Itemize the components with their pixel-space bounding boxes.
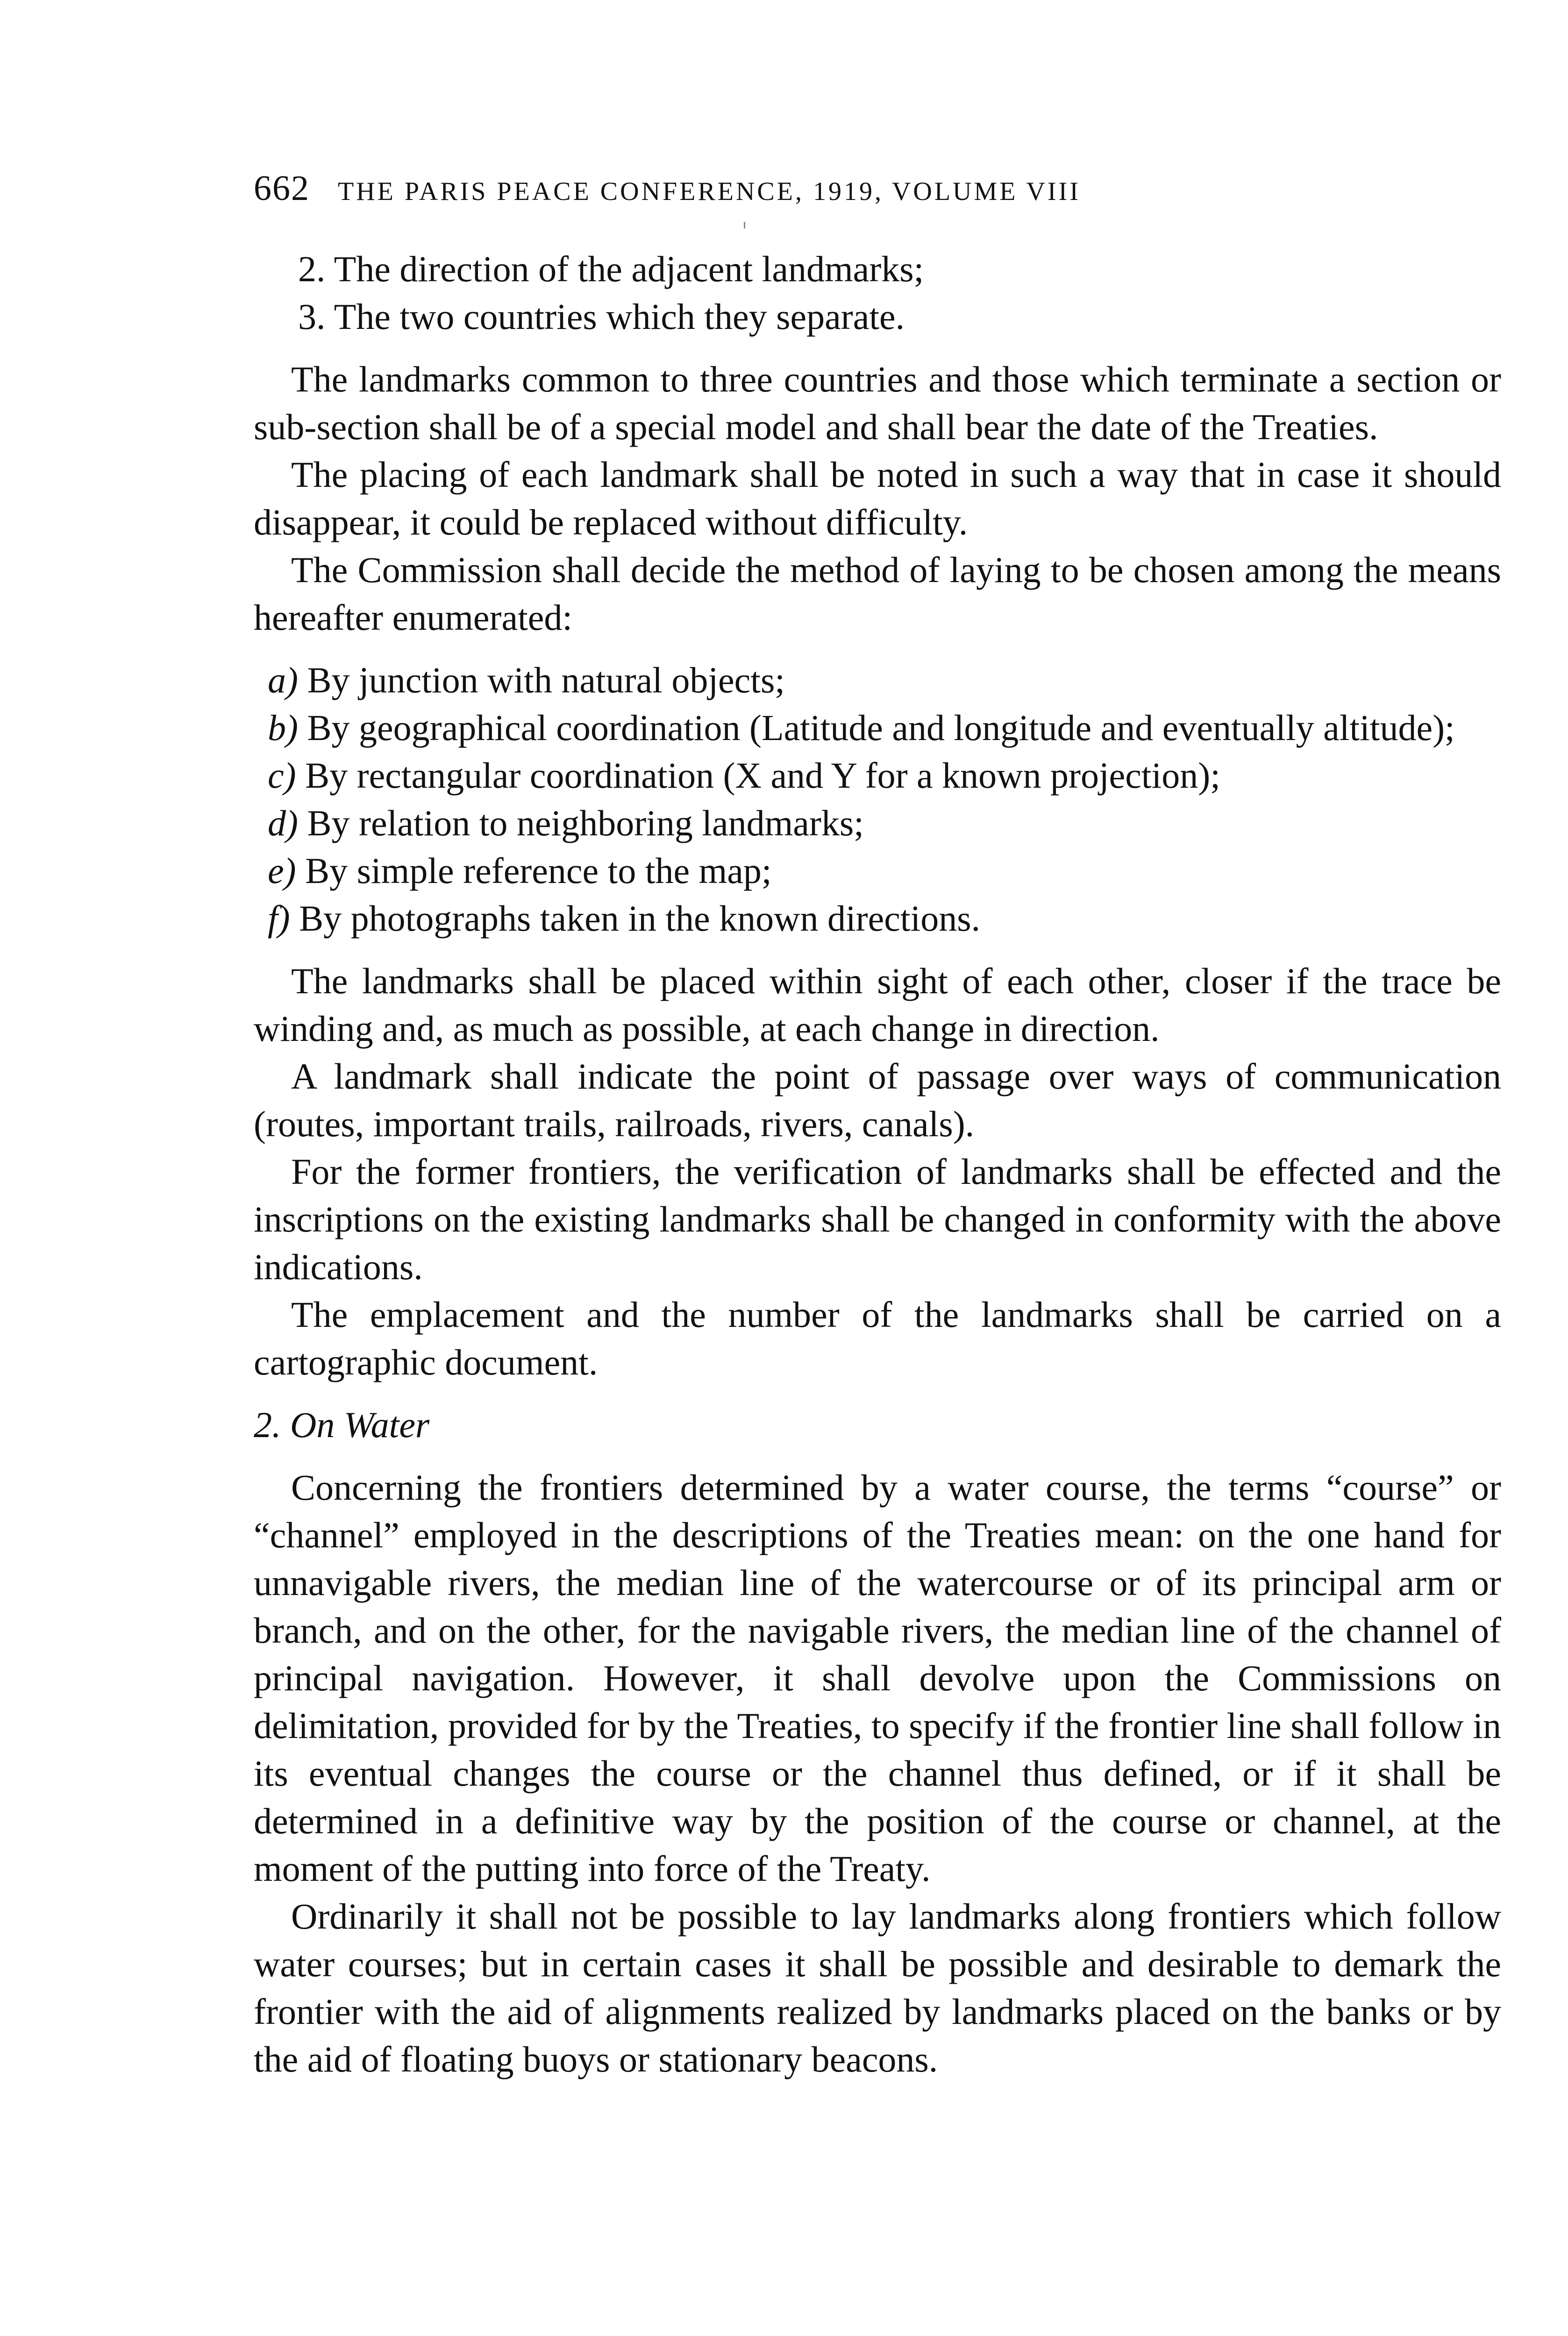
print-mark xyxy=(744,222,745,228)
list-item: 3. The two countries which they separate. xyxy=(298,296,905,337)
list-item xyxy=(254,704,1501,752)
list-text: By simple reference to the map; xyxy=(305,850,772,891)
running-head xyxy=(254,168,1506,220)
list-item xyxy=(254,799,1501,847)
list-letter: d) xyxy=(268,803,298,843)
section-heading: 2. On Water xyxy=(254,1404,430,1445)
list-item: 2. The direction of the adjacent landmarks; xyxy=(298,249,924,289)
list-letter: c) xyxy=(268,755,296,796)
means-list xyxy=(254,656,1501,942)
page-number: 662 xyxy=(254,169,310,208)
paragraph: The placing of each landmark shall be noted in such a way that in case it should disappear, it could be replaced without difficulty. xyxy=(254,454,1501,542)
list-letter: b) xyxy=(268,707,298,748)
list-letter: f) xyxy=(268,898,290,939)
paragraph: The emplacement and the number of the landmarks shall be carried on a cartographic document. xyxy=(254,1294,1501,1382)
list-item xyxy=(254,895,1501,942)
list-letter: a) xyxy=(268,660,298,700)
body-text xyxy=(254,245,1501,2083)
list-item xyxy=(254,847,1501,895)
list-item xyxy=(254,752,1501,799)
numbered-list xyxy=(254,245,1501,341)
list-text: By geographical coordination (Latitude and longitude and eventually altitude); xyxy=(307,707,1455,748)
paragraph: The landmarks common to three countries and those which terminate a section or sub-section shall be of a special model and shall bear the date of the Treaties. xyxy=(254,359,1501,447)
list-text: By rectangular coordination (X and Y for a known projection); xyxy=(305,755,1220,796)
list-text: By relation to neighboring landmarks; xyxy=(307,803,864,843)
paragraph: Concerning the frontiers determined by a water course, the terms “course” or “channel” employed in the descriptions of the Treaties mean: on the one hand for unnavigable rivers, the median line of the watercourse or of its principal arm or branch, and on the other, for the navigable rivers, the median line of the channel of principal navigation. However, it shall devolve upon the Commissions on delimitation, provided for by the Treaties, to specify if the frontier line shall follow in its eventual changes the course or the channel thus defined, or if it shall be determined in a definitive way by the position of the course or channel, at the moment of the putting into force of the Treaty. xyxy=(254,1467,1501,1889)
list-text: By junction with natural objects; xyxy=(307,660,785,700)
paragraph: For the former frontiers, the verification of landmarks shall be effected and the inscriptions on the existing landmarks shall be changed in conformity with the above indications. xyxy=(254,1151,1501,1287)
list-letter: e) xyxy=(268,850,296,891)
running-head-title: THE PARIS PEACE CONFERENCE, 1919, VOLUME VIII xyxy=(338,177,1081,206)
list-item xyxy=(254,656,1501,704)
list-text: By photographs taken in the known directions. xyxy=(299,898,981,939)
paragraph: Ordinarily it shall not be possible to lay landmarks along frontiers which follow water courses; but in certain cases it shall be possible and desirable to demark the frontier with the aid of alignments realized by landmarks placed on the banks or by the aid of floating buoys or stationary beacons. xyxy=(254,1896,1501,2080)
paragraph: The Commission shall decide the method of laying to be chosen among the means hereafter enumerated: xyxy=(254,549,1501,638)
paragraph: The landmarks shall be placed within sight of each other, closer if the trace be winding and, as much as possible, at each change in direction. xyxy=(254,961,1501,1049)
paragraph: A landmark shall indicate the point of passage over ways of communication (routes, important trails, railroads, rivers, canals). xyxy=(254,1056,1501,1144)
